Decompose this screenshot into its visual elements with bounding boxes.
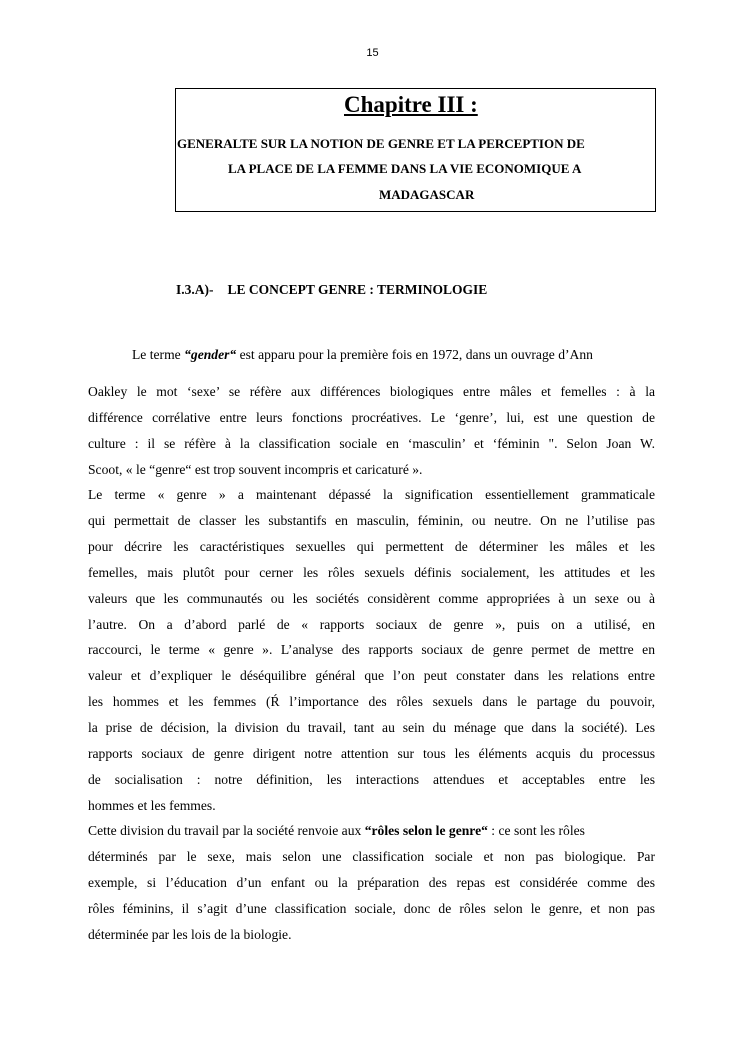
body-line: les hommes et les femmes (Ŕ l’importance des rôles sexuels dans le partage du pouvoir, <box>88 694 655 709</box>
body-line: qui permettait de classer les substantifs en masculin, féminin, ou neutre. On ne l’utilise pas <box>88 513 655 528</box>
body-line: Oakley le mot ‘sexe’ se réfère aux différences biologiques entre mâles et femelles : à la <box>88 384 655 399</box>
body-line: Scoot, « le “genre“ est trop souvent incompris et caricaturé ». <box>88 462 423 477</box>
body-text: : ce sont les rôles <box>487 823 585 838</box>
emphasis-term: “rôles selon le genre“ <box>364 823 488 838</box>
body-line: rapports sociaux de genre dirigent notre attention sur tous les éléments acquis du processus <box>88 746 655 761</box>
chapter-subtitle-line-1: GENERALTE SUR LA NOTION DE GENRE ET LA PERCEPTION DE <box>177 136 585 151</box>
body-line: exemple, si l’éducation d’un enfant ou la préparation des repas est considérée comme des <box>88 875 655 890</box>
page-number: 15 <box>366 47 379 59</box>
body-line: culture : il se réfère à la classification sociale en ‘masculin’ et ‘féminin ". Selon Joan W. <box>88 436 655 451</box>
body-line: déterminée par les lois de la biologie. <box>88 927 292 942</box>
body-line: la prise de décision, la division du travail, tant au sein du ménage que dans la société). Les <box>88 720 655 735</box>
body-line: valeurs que les communautés ou les sociétés considèrent comme appropriées à un sexe ou à <box>88 591 655 606</box>
emphasis-term: “gender“ <box>184 347 237 362</box>
chapter-subtitle-line-2: LA PLACE DE LA FEMME DANS LA VIE ECONOMIQUE A <box>228 161 582 176</box>
body-line: femelles, mais plutôt pour cerner les rôles sexuels définis socialement, les attitudes et les <box>88 565 655 580</box>
chapter-title: Chapitre III : <box>344 92 478 117</box>
chapter-title-box <box>175 88 656 212</box>
body-text: Cette division du travail par la société renvoie aux <box>88 823 365 838</box>
body-text: Le terme <box>132 347 185 362</box>
body-line: différence corrélative entre leurs fonctions procréatives. Le ‘genre’, lui, est une question de <box>88 410 655 425</box>
body-line: l’autre. On a d’abord parlé de « rapports sociaux de genre », puis on a utilisé, en <box>88 617 655 632</box>
body-line: valeur et d’expliquer le déséquilibre général que l’on peut constater dans les relations entre <box>88 668 655 683</box>
section-title: LE CONCEPT GENRE : TERMINOLOGIE <box>227 282 488 297</box>
body-text: est apparu pour la première fois en 1972, dans un ouvrage d’Ann <box>236 347 593 362</box>
body-division-line <box>88 822 655 840</box>
body-line: de socialisation : notre définition, les interactions attendues et acceptables entre les <box>88 772 655 787</box>
body-first-line <box>132 346 655 364</box>
body-line: déterminés par le sexe, mais selon une classification sociale et non pas biologique. Par <box>88 849 655 864</box>
body-line: rôles féminins, il s’agit d’une classification sociale, donc de rôles selon le genre, et non pas <box>88 901 655 916</box>
body-line: raccourci, le terme « genre ». L’analyse des rapports sociaux de genre permet de mettre en <box>88 642 655 657</box>
body-line: pour décrire les caractéristiques sexuelles qui permettent de déterminer les mâles et les <box>88 539 655 554</box>
section-heading <box>176 282 487 298</box>
section-number: I.3.A)- <box>176 282 214 297</box>
chapter-subtitle-line-3: MADAGASCAR <box>379 187 475 202</box>
body-line: hommes et les femmes. <box>88 798 216 813</box>
body-line: Le terme « genre » a maintenant dépassé la signification essentiellement grammaticale <box>88 487 655 502</box>
